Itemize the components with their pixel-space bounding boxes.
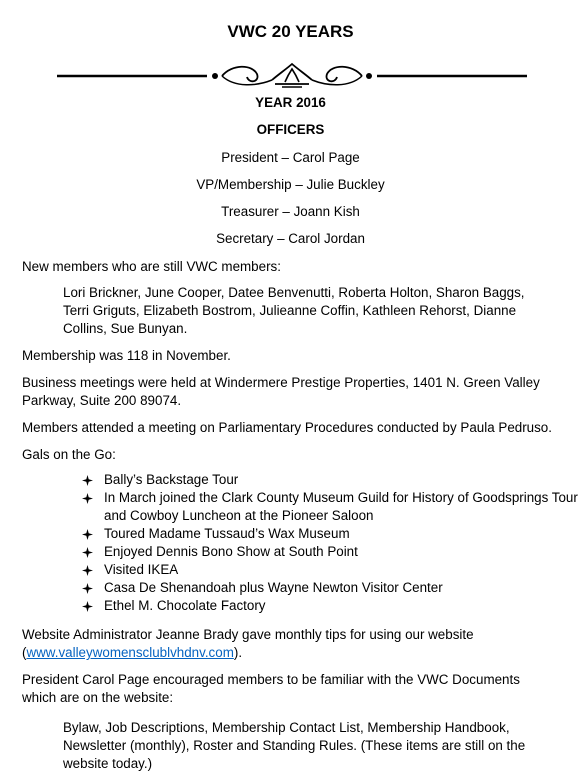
website-tips-text: Website Administrator Jeanne Brady gave monthly tips for using our website ( (22, 627, 474, 660)
website-tips (22, 626, 552, 662)
officer-vp-membership: VP/Membership – Julie Buckley (196, 177, 385, 192)
officer-president: President – Carol Page (221, 150, 360, 165)
list-item-text: In March joined the Clark County Museum Guild for History of Goodsprings Tour and Cowboy Luncheon at the Pioneer Saloon (104, 490, 578, 523)
list-item-text: Bally’s Backstage Tour (104, 472, 239, 487)
list-item (80, 543, 581, 561)
business-meetings: Business meetings were held at Windermere Prestige Properties, 1401 N. Green Valley Parkway, Suite 200 89074. (22, 375, 540, 408)
diamond-bullet-icon (82, 601, 93, 612)
diamond-bullet-icon (82, 583, 93, 594)
diamond-bullet-icon (82, 475, 93, 486)
website-link[interactable]: www.valleywomensclublvhdnv.com (26, 645, 234, 660)
list-item-text: Casa De Shenandoah plus Wayne Newton Visitor Center (104, 580, 443, 595)
officers-heading: OFFICERS (256, 122, 325, 137)
diamond-bullet-icon (82, 547, 93, 558)
diamond-bullet-icon (82, 529, 93, 540)
new-members-list: Lori Brickner, June Cooper, Datee Benvenutti, Roberta Holton, Sharon Baggs, Terri Griguts, Elizabeth Bostrom, Julieanne Coffin, Kathleen Rehorst, Dianne Collins, Sue Bunyan. (63, 285, 525, 336)
membership-count: Membership was 118 in November. (22, 348, 231, 363)
gals-heading: Gals on the Go: (22, 447, 116, 462)
website-tips-close: ). (233, 645, 243, 660)
diamond-bullet-icon (82, 493, 93, 504)
officer-secretary: Secretary – Carol Jordan (216, 231, 365, 246)
list-item (80, 561, 581, 579)
list-item (80, 579, 581, 597)
list-item (80, 489, 581, 525)
gals-list (80, 471, 581, 615)
diamond-bullet-icon (82, 565, 93, 576)
list-item-text: Visited IKEA (104, 562, 179, 577)
list-item (80, 471, 581, 489)
list-item (80, 597, 581, 615)
list-item (80, 525, 581, 543)
list-item-text: Enjoyed Dennis Bono Show at South Point (104, 544, 358, 559)
parliamentary-meeting: Members attended a meeting on Parliamentary Procedures conducted by Paula Pedruso. (22, 420, 552, 435)
document-title: VWC 20 YEARS (227, 22, 354, 41)
officer-treasurer: Treasurer – Joann Kish (221, 204, 360, 219)
list-item-text: Ethel M. Chocolate Factory (104, 598, 266, 613)
ornamental-divider-icon (57, 60, 527, 92)
list-item-text: Toured Madame Tussaud’s Wax Museum (104, 526, 350, 541)
new-members-intro: New members who are still VWC members: (22, 259, 281, 274)
year-heading: YEAR 2016 (255, 95, 326, 110)
documents-list: Bylaw, Job Descriptions, Membership Contact List, Membership Handbook, Newsletter (monthly), Roster and Standing Rules. (These items are still on the website today.) (63, 720, 526, 771)
president-documents-note: President Carol Page encouraged members to be familiar with the VWC Documents which are on the website: (22, 672, 520, 705)
